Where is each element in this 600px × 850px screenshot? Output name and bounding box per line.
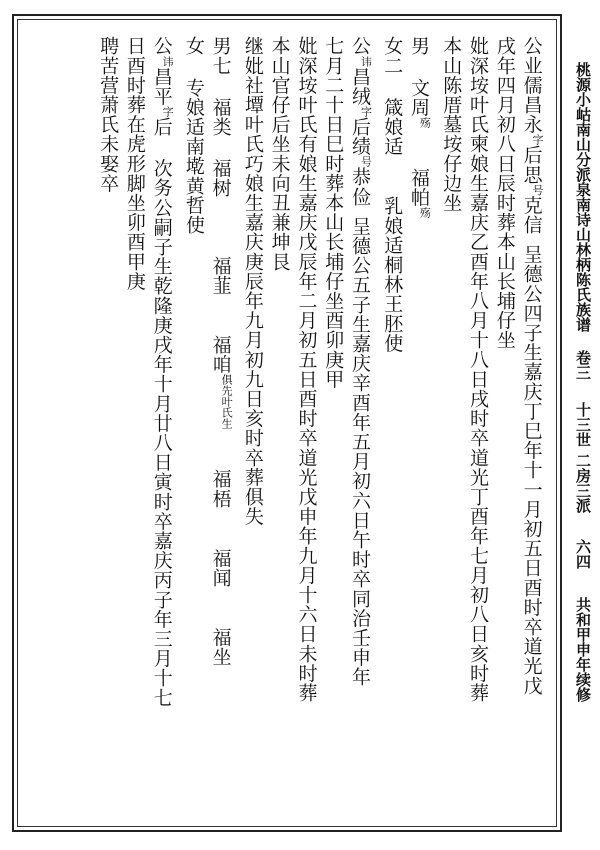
text-column [293, 36, 320, 826]
text-segment: 文周 [408, 77, 431, 117]
text-column [239, 36, 266, 826]
annotation-note: 俱先叶氏生 [220, 374, 234, 430]
text-segment: 昌绒 [349, 66, 372, 106]
text-column [437, 36, 464, 826]
text-segment: 呈德公四子生嘉庆丁巳年十一月初五日酉时卒道光戊 [520, 244, 543, 696]
text-column [207, 36, 239, 826]
text-column [266, 36, 293, 826]
text-segment: 继妣社墰叶氏巧娘生嘉庆庚辰年九月初九日亥时卒葬俱失 [241, 36, 264, 526]
text-segment: 妣深垵叶氏柬娘生嘉庆乙酉年八月十八日戌时卒道光丁酉年七月初八日亥时葬 [467, 36, 490, 703]
annotation-note: 字 [531, 134, 544, 145]
text-column [518, 36, 550, 826]
text-segment: 福咱 [209, 334, 232, 375]
annotation-note: 号 [359, 156, 373, 168]
text-segment: 男 [408, 36, 431, 56]
text-segment: 福梧 [209, 469, 232, 509]
text-segment: 后 [150, 116, 173, 137]
text-segment: 昌平 [150, 66, 173, 106]
edition-label: 共和甲申年续修 [574, 597, 592, 702]
page-number: 六四 [574, 539, 592, 569]
annotation-note: 殇 [418, 116, 432, 128]
text-segment: 女 [182, 36, 205, 56]
text-column [491, 36, 518, 826]
text-segment: 恭俭 [349, 167, 372, 207]
text-column [464, 36, 491, 826]
annotation-note: 字 [359, 105, 373, 117]
text-segment: 专娘适南墘黄哲使 [182, 77, 205, 235]
text-segment: 次务公嗣子生乾隆庚戌年十月廿八日寅时卒嘉庆丙子年三月十七 [150, 158, 173, 708]
text-column [121, 36, 148, 826]
text-segment: 七月二十日巳时葬本山长埔仔坐酉卯庚甲 [322, 36, 345, 389]
text-segment: 妣深垵叶氏有娘生嘉庆戊辰年二月初五日酉时卒道光戊申年九月十六日未时葬 [295, 36, 318, 703]
text-segment: 福树 [209, 158, 232, 198]
text-segment: 福帕 [408, 167, 431, 208]
text-segment: 后思 [520, 145, 543, 185]
text-segment: 箴娘适 [381, 97, 404, 157]
text-segment: 本山陈厝墓垵仔边坐 [440, 36, 463, 213]
branch-label: 二房三派 [574, 453, 592, 513]
text-segment: 男七 [209, 36, 232, 76]
page-header [566, 62, 600, 832]
text-column [319, 36, 346, 826]
text-segment: 女二 [381, 36, 404, 76]
text-column [94, 36, 121, 826]
text-column [180, 36, 207, 826]
text-segment: 克信 [520, 195, 543, 235]
annotation-note: 讳 [359, 55, 373, 67]
text-column [378, 36, 405, 826]
text-segment: 公 [150, 36, 173, 56]
text-segment: 公 [349, 36, 372, 56]
text-column [148, 36, 180, 826]
text-column [346, 36, 378, 826]
text-segment: 福类 [209, 97, 232, 137]
genealogy-title: 桃源小岵南山分派泉南诗山林柄陈氏族谱 [574, 62, 592, 332]
generation-label: 十三世 [574, 402, 592, 447]
annotation-note: 号 [531, 184, 544, 196]
text-segment: 呈德公五子生嘉庆辛酉年五月初六日午时卒同治壬申年 [349, 216, 372, 687]
text-segment: 日酉时葬在虎形脚坐卯酉甲庚 [123, 36, 146, 291]
genealogy-body [30, 36, 550, 826]
volume-label: 卷三 [574, 350, 592, 380]
text-segment: 乳娘适桐林王胚使 [381, 196, 404, 353]
text-segment: 聘苦营萧氏未娶卒 [97, 36, 120, 193]
text-segment: 本山官仔后坐未向丑兼坤艮 [268, 36, 291, 272]
text-segment: 福坐 [209, 627, 232, 667]
annotation-note: 殇 [418, 207, 432, 219]
text-segment: 福韮 [209, 255, 232, 295]
annotation-note: 字 [161, 105, 175, 117]
text-segment: 福闻 [209, 548, 232, 588]
annotation-note: 讳 [161, 55, 175, 67]
text-segment: 后绩 [349, 116, 372, 157]
text-column [405, 36, 437, 826]
text-segment: 公业儒昌永 [520, 36, 543, 134]
text-segment: 戌年四月初八日辰时葬本山长埔仔坐 [493, 36, 516, 350]
